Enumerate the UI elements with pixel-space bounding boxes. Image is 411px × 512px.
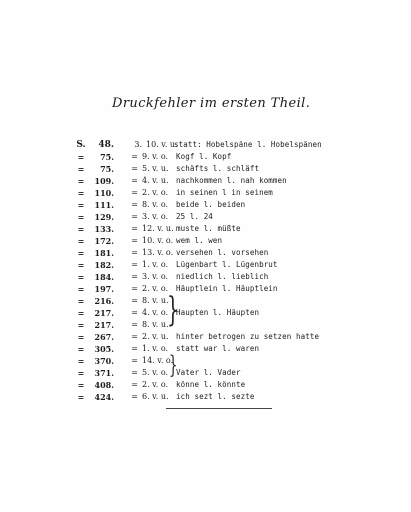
ditto-mark: = (77, 200, 85, 210)
page-marker: S. (76, 140, 86, 150)
ditto-mark: = (131, 272, 138, 281)
page-number: 133. (94, 224, 114, 234)
ditto-mark: = (77, 164, 85, 174)
line-reference: 1. v. o. (142, 260, 169, 269)
correction-text: statt war l. waren (176, 344, 260, 353)
correction-text: schäfts l. schläft (176, 164, 260, 173)
ditto-mark: = (77, 356, 85, 366)
errata-row (0, 319, 411, 331)
errata-row (0, 295, 411, 307)
page-number: 216. (94, 296, 114, 306)
correction-text: nachkommen l. nah kommen (176, 176, 287, 185)
ditto-mark: = (131, 392, 138, 401)
ditto-mark: = (77, 308, 85, 318)
errata-row (0, 139, 411, 151)
page-number: 305. (94, 344, 114, 354)
page-number: 75. (100, 152, 114, 162)
ditto-mark: = (131, 224, 138, 233)
ditto-mark: = (131, 176, 138, 185)
errata-row (0, 271, 411, 283)
page-number: 267. (94, 332, 114, 342)
line-reference: 12. v. u. (142, 224, 174, 233)
correction-text: Vater l. Vader (176, 368, 241, 377)
ditto-mark: = (131, 152, 138, 161)
page-number: 424. (94, 392, 114, 402)
line-reference: 14. v. o. (142, 356, 174, 365)
ditto-mark: = (131, 260, 138, 269)
ditto-mark: = (77, 344, 85, 354)
ditto-mark: = (77, 236, 85, 246)
ditto-mark: = (131, 284, 138, 293)
ditto-mark: = (131, 164, 138, 173)
grouping-brace: } (169, 351, 178, 379)
line-reference: 2. v. o. (142, 380, 169, 389)
grouping-brace: } (167, 290, 179, 330)
errata-row (0, 259, 411, 271)
ditto-mark: = (77, 212, 85, 222)
ditto-mark: = (131, 356, 138, 365)
line-reference: 9. v. o. (142, 152, 169, 161)
ditto-mark: = (77, 248, 85, 258)
page-number: 181. (94, 248, 114, 258)
errata-row (0, 307, 411, 319)
errata-row (0, 247, 411, 259)
line-reference: 5. v. u. (142, 164, 169, 173)
line-reference: 1. v. o. (142, 344, 169, 353)
page-number: 197. (94, 284, 114, 294)
line-reference: 4. v. u. (142, 176, 169, 185)
ditto-mark: = (131, 236, 138, 245)
page-number: 109. (94, 176, 114, 186)
page-number: 217. (94, 308, 114, 318)
correction-text: 25 l. 24 (176, 212, 213, 221)
ditto-mark: = (77, 296, 85, 306)
errata-row (0, 223, 411, 235)
correction-text: Häuptlein l. Häuptlein (176, 284, 278, 293)
correction-text: ich sezt l. sezte (176, 392, 255, 401)
ditto-mark: = (131, 308, 138, 317)
errata-row (0, 343, 411, 355)
correction-text: muste l. müßte (176, 224, 241, 233)
line-reference: 4. v. o. (142, 308, 169, 317)
ditto-mark: = (131, 344, 138, 353)
line-reference: 3. v. o. (142, 272, 169, 281)
ditto-mark: = (131, 212, 138, 221)
ditto-mark: = (131, 320, 138, 329)
ditto-mark: = (77, 320, 85, 330)
correction-text: Kogf l. Kopf (176, 152, 232, 161)
correction-text: niedlich l. lieblich (176, 272, 269, 281)
ditto-mark: = (131, 188, 138, 197)
ditto-mark: = (77, 272, 85, 282)
correction-text: beide l. beiden (176, 200, 246, 209)
errata-row (0, 331, 411, 343)
page-number: 184. (94, 272, 114, 282)
ditto-mark: = (77, 176, 85, 186)
line-reference: 13. v. o. (142, 248, 174, 257)
line-reference: 8. v. u. (142, 296, 169, 305)
page-number: 111. (94, 200, 114, 210)
ditto-mark: = (77, 260, 85, 270)
errata-title: Druckfehler im ersten Theil. (112, 96, 311, 111)
page-number: 371. (94, 368, 114, 378)
ditto-mark: = (131, 296, 138, 305)
errata-row (0, 235, 411, 247)
errata-row (0, 175, 411, 187)
correction-text: in seinen l in seinem (176, 188, 273, 197)
line-reference: 2. v. u. (142, 332, 169, 341)
page-number: 370. (94, 356, 114, 366)
page-number: 172. (94, 236, 114, 246)
ditto-mark: = (77, 152, 85, 162)
ditto-mark: = (131, 248, 138, 257)
page-number: 217. (94, 320, 114, 330)
line-reference: 3. v. o. (142, 212, 169, 221)
page-number: 182. (94, 260, 114, 270)
line-reference: 8. v. o. (142, 200, 169, 209)
ditto-mark: = (131, 200, 138, 209)
errata-row (0, 379, 411, 391)
page-number: 110. (94, 188, 114, 198)
ditto-mark: = (131, 332, 138, 341)
volume-number: 3. (134, 140, 142, 149)
correction-text: hinter betrogen zu setzen hatte (176, 332, 320, 341)
errata-row (0, 199, 411, 211)
line-reference: 2. v. o. (142, 188, 169, 197)
line-reference: 2. v. o. (142, 284, 169, 293)
page-number: 129. (94, 212, 114, 222)
ditto-mark: = (77, 224, 85, 234)
line-reference: 6. v. u. (142, 392, 169, 401)
ditto-mark: = (77, 332, 85, 342)
page-number: 48. (98, 140, 114, 150)
ditto-mark: = (77, 188, 85, 198)
correction-text: Haupten l. Häupten (176, 308, 260, 317)
closing-rule (166, 408, 272, 409)
correction-text: versehen l. vorsehen (176, 248, 269, 257)
errata-row (0, 187, 411, 199)
correction-text: wem l. wen (176, 236, 223, 245)
line-reference: 8. v. u. (142, 320, 169, 329)
errata-row (0, 283, 411, 295)
ditto-mark: = (131, 368, 138, 377)
errata-row (0, 391, 411, 403)
ditto-mark: = (77, 380, 85, 390)
line-reference: 5. v. o. (142, 368, 169, 377)
ditto-mark: = (77, 284, 85, 294)
errata-row (0, 211, 411, 223)
line-reference: 10. v. o. (142, 236, 174, 245)
errata-row (0, 163, 411, 175)
correction-text: Lügenbart l. Lügenbrut (176, 260, 278, 269)
correction-text: könne l. könnte (176, 380, 246, 389)
errata-row (0, 355, 411, 367)
ditto-mark: = (77, 368, 85, 378)
correction-text: statt: Hobelspäne l. Hobelspänen (174, 140, 322, 149)
ditto-mark: = (77, 392, 85, 402)
page-number: 75. (100, 164, 114, 174)
ditto-mark: = (131, 380, 138, 389)
page-number: 408. (94, 380, 114, 390)
errata-row (0, 367, 411, 379)
line-reference: 10. v. u. (146, 140, 178, 149)
errata-row (0, 151, 411, 163)
